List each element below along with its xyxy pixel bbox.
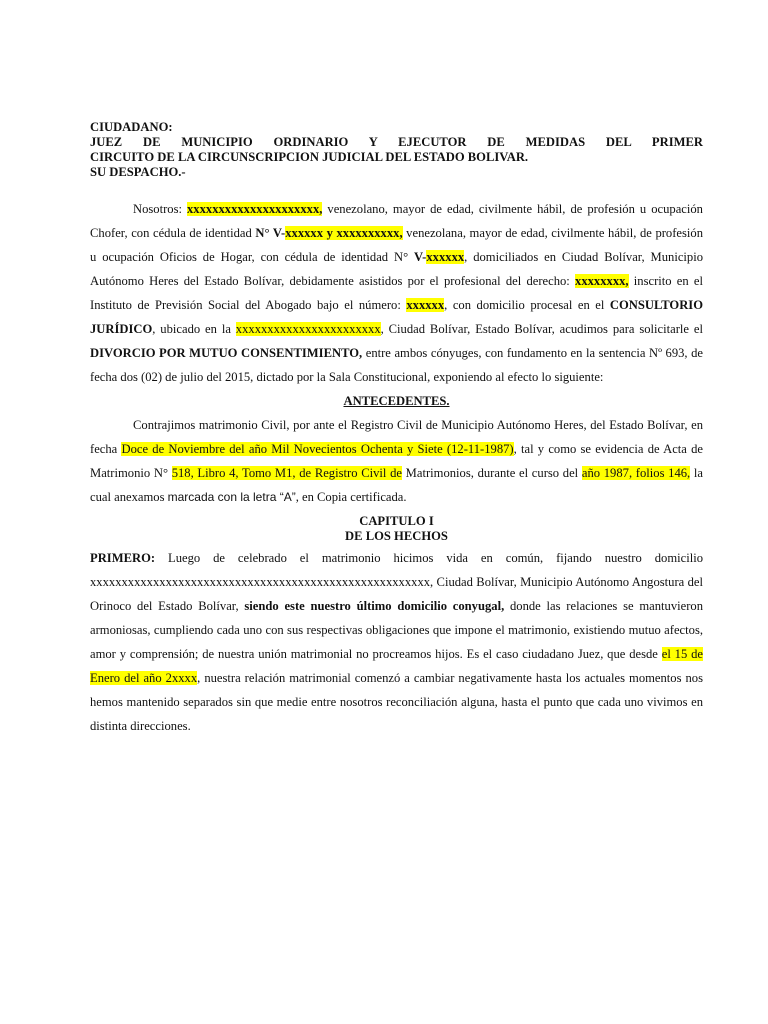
text-run: , nuestra relación matrimonial comenzó a cambiar negativamente hasta los actuales momentos nos hemos mantenido separados sin que medie entre nosotros reconciliación alguna, hasta el punto que cada uno vivimos en distinta direcciones. (90, 671, 703, 733)
header-line-1: CIUDADANO: (90, 120, 173, 134)
text-run: , en Copia certificada. (295, 490, 407, 504)
hechos-section (90, 514, 703, 738)
text-run: Nosotros: (133, 202, 187, 216)
text-run: , ubicado en la (152, 322, 236, 336)
antecedentes-section (90, 389, 703, 509)
annex-label: marcada con la letra “A” (167, 490, 296, 504)
addressee-header (90, 120, 703, 180)
bold-run: V- (414, 250, 427, 264)
intro-section (90, 197, 703, 389)
text-run: , domiciliados en Ciudad Bolívar, Municipio Autónomo Heres del Estado Bolívar, debidamente asistidos por el profesional del derecho: (90, 250, 703, 288)
header-line-4: SU DESPACHO.- (90, 165, 186, 179)
header-line-3: CIRCUITO DE LA CIRCUNSCRIPCION JUDICIAL DEL ESTADO BOLIVAR. (90, 150, 529, 164)
highlight-date: Doce de Noviembre del año Mil Novecientos Ochenta y Siete (12-11-1987) (121, 442, 514, 456)
text-run: donde las relaciones se mantuvieron armoniosas, cumpliendo cada uno con sus respectivas obligaciones que impone el matrimonio, existiendo mutuo afectos, amor y comprensión; de nuestra unión matrimonial no procreamos hijos. Es el caso ciudadano Juez, que desde (90, 599, 703, 661)
text-run: , Ciudad Bolívar, Estado Bolívar, acudimos para solicitarle el (380, 322, 703, 336)
text-run: Matrimonios, durante el curso del (401, 466, 582, 480)
intro-paragraph (90, 197, 703, 389)
header-line-2: JUEZ DE MUNICIPIO ORDINARIO Y EJECUTOR DE MEDIDAS DEL PRIMER (90, 135, 703, 149)
bold-run: N° V- (255, 226, 286, 240)
highlight-placeholder: xxxxxxxxxxxxxxxxxxxxx, (187, 202, 323, 216)
text-run: , con domicilio procesal en el (444, 298, 610, 312)
highlight-record: año 1987, folios 146, (581, 466, 691, 480)
text-run: Contrajimos matrimonio Civil, por ante el Registro Civil de Municipio Autónomo Heres, del Estado Bolívar, en fecha (90, 418, 703, 456)
primero-paragraph (90, 546, 703, 738)
text-run: venezolana, mayor de edad, civilmente hábil, de profesión u ocupación Oficios de Hogar, con cédula de identidad N° (90, 226, 704, 264)
chapter-subtitle: DE LOS HECHOS (345, 529, 448, 543)
text-run: Luego de celebrado el matrimonio hicimos vida en común, fijando nuestro domicilio xxxxxxxxxxxxxxxxxxxxxxxxxxxxxxxxxxxxxxxxxxxxxxxxxxxxxx, Ciudad Bolívar, Municipio Autónomo Angostura del Orinoco del Estado Bolívar, (90, 551, 703, 613)
bold-run: siendo este nuestro último domicilio conyugal, (244, 599, 505, 613)
highlight-placeholder: xxxxxx y xxxxxxxxxx, (285, 226, 403, 240)
bold-run: DIVORCIO POR MUTUO CONSENTIMIENTO, (90, 346, 363, 360)
chapter-title: CAPITULO I (359, 514, 434, 528)
antecedentes-paragraph (90, 413, 703, 509)
text-run: venezolano, mayor de edad, civilmente hábil, de profesión u ocupación Chofer, con cédula de identidad (90, 202, 703, 240)
bold-run: CONSULTORIO JURÍDICO (90, 298, 703, 336)
bold-run: PRIMERO: (90, 551, 156, 565)
title-text: ANTECEDENTES. (343, 394, 450, 408)
highlight-placeholder: xxxxxxxxxxxxxxxxxxxxxxx (235, 322, 381, 336)
text-run: , tal y como se evidencia de Acta de Matrimonio N° (90, 442, 703, 480)
highlight-placeholder: xxxxxx (406, 298, 445, 312)
text-run: inscrito en el Instituto de Previsión Social del Abogado bajo el número: (90, 274, 703, 312)
antecedentes-title (90, 389, 703, 413)
highlight-placeholder: xxxxxxxx, (575, 274, 629, 288)
text-run: entre ambos cónyuges, con fundamento en la sentencia Nº 693, de fecha dos (02) de julio del 2015, dictado por la Sala Constitucional, exponiendo al efecto lo siguiente: (90, 346, 703, 384)
highlight-date: el 15 de Enero del año 2xxxx (90, 647, 703, 685)
highlight-placeholder: xxxxxx (426, 250, 465, 264)
highlight-record: 518, Libro 4, Tomo M1, de Registro Civil de (171, 466, 402, 480)
text-run: la cual anexamos (90, 466, 703, 504)
